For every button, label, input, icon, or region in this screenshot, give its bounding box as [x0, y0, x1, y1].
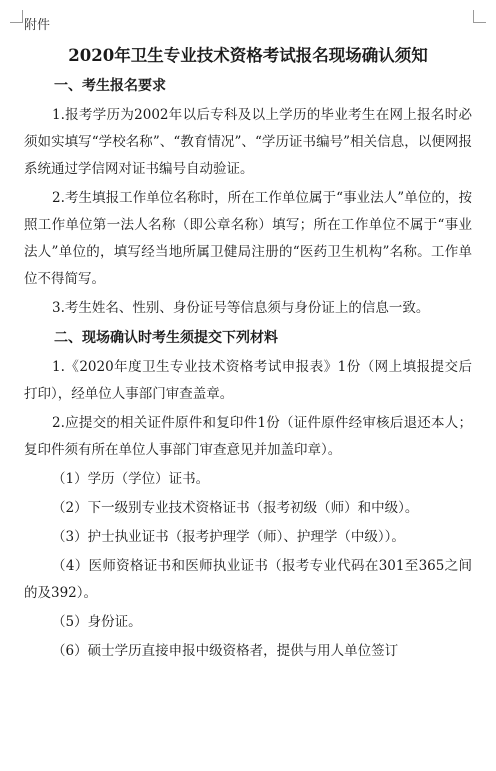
section-2-subitem-4: （4）医师资格证书和医师执业证书（报考专业代码在301至365之间的及392）。 — [24, 558, 472, 601]
corner-mark-top-left — [10, 10, 23, 23]
section-2-subitem-1: （1）学历（学位）证书。 — [52, 471, 210, 487]
section-2-item-1: 1.《2020年度卫生专业技术资格考试申报表》1份（网上填报提交后打印），经单位人事部门审查盖章。 — [24, 359, 472, 402]
corner-mark-top-right — [473, 10, 486, 23]
document-body — [24, 16, 472, 667]
section-1-heading: 一、考生报名要求 — [54, 78, 166, 94]
section-2-subitem-6: （6）硕士学历直接申报中级资格者，提供与用人单位签订 — [52, 643, 399, 659]
section-2-subitem-3: （3）护士执业证书（报考护理学（师）、护理学（中级））。 — [52, 529, 405, 545]
section-1-item-2: 2.考生填报工作单位名称时，所在工作单位属于“事业法人”单位的，按照工作单位第一法人名称（即公章名称）填写；所在工作单位不属于“事业法人”单位的，填写经当地所属卫健局注册的“医药卫生机构”名称。工作单位不得简写。 — [24, 190, 472, 287]
section-1-item-3: 3.考生姓名、性别、身份证号等信息须与身份证上的信息一致。 — [52, 300, 430, 316]
document-title: 2020年卫生专业技术资格考试报名现场确认须知 — [68, 46, 428, 65]
section-1-item-1: 1.报考学历为2002年以后专科及以上学历的毕业考生在网上报名时必须如实填写“学校名称”、“教育情况”、“学历证书编号”相关信息，以便网报系统通过学信网对证书编号自动验证。 — [24, 107, 472, 177]
section-2-heading: 二、现场确认时考生须提交下列材料 — [54, 330, 278, 346]
section-2-item-2: 2.应提交的相关证件原件和复印件1份（证件原件经审核后退还本人；复印件须有所在单位人事部门审查意见并加盖印章）。 — [24, 415, 472, 458]
attachment-label: 附件 — [24, 18, 51, 33]
section-2-subitem-5: （5）身份证。 — [52, 614, 142, 630]
section-2-subitem-2: （2）下一级别专业技术资格证书（报考初级（师）和中级）。 — [52, 500, 419, 516]
